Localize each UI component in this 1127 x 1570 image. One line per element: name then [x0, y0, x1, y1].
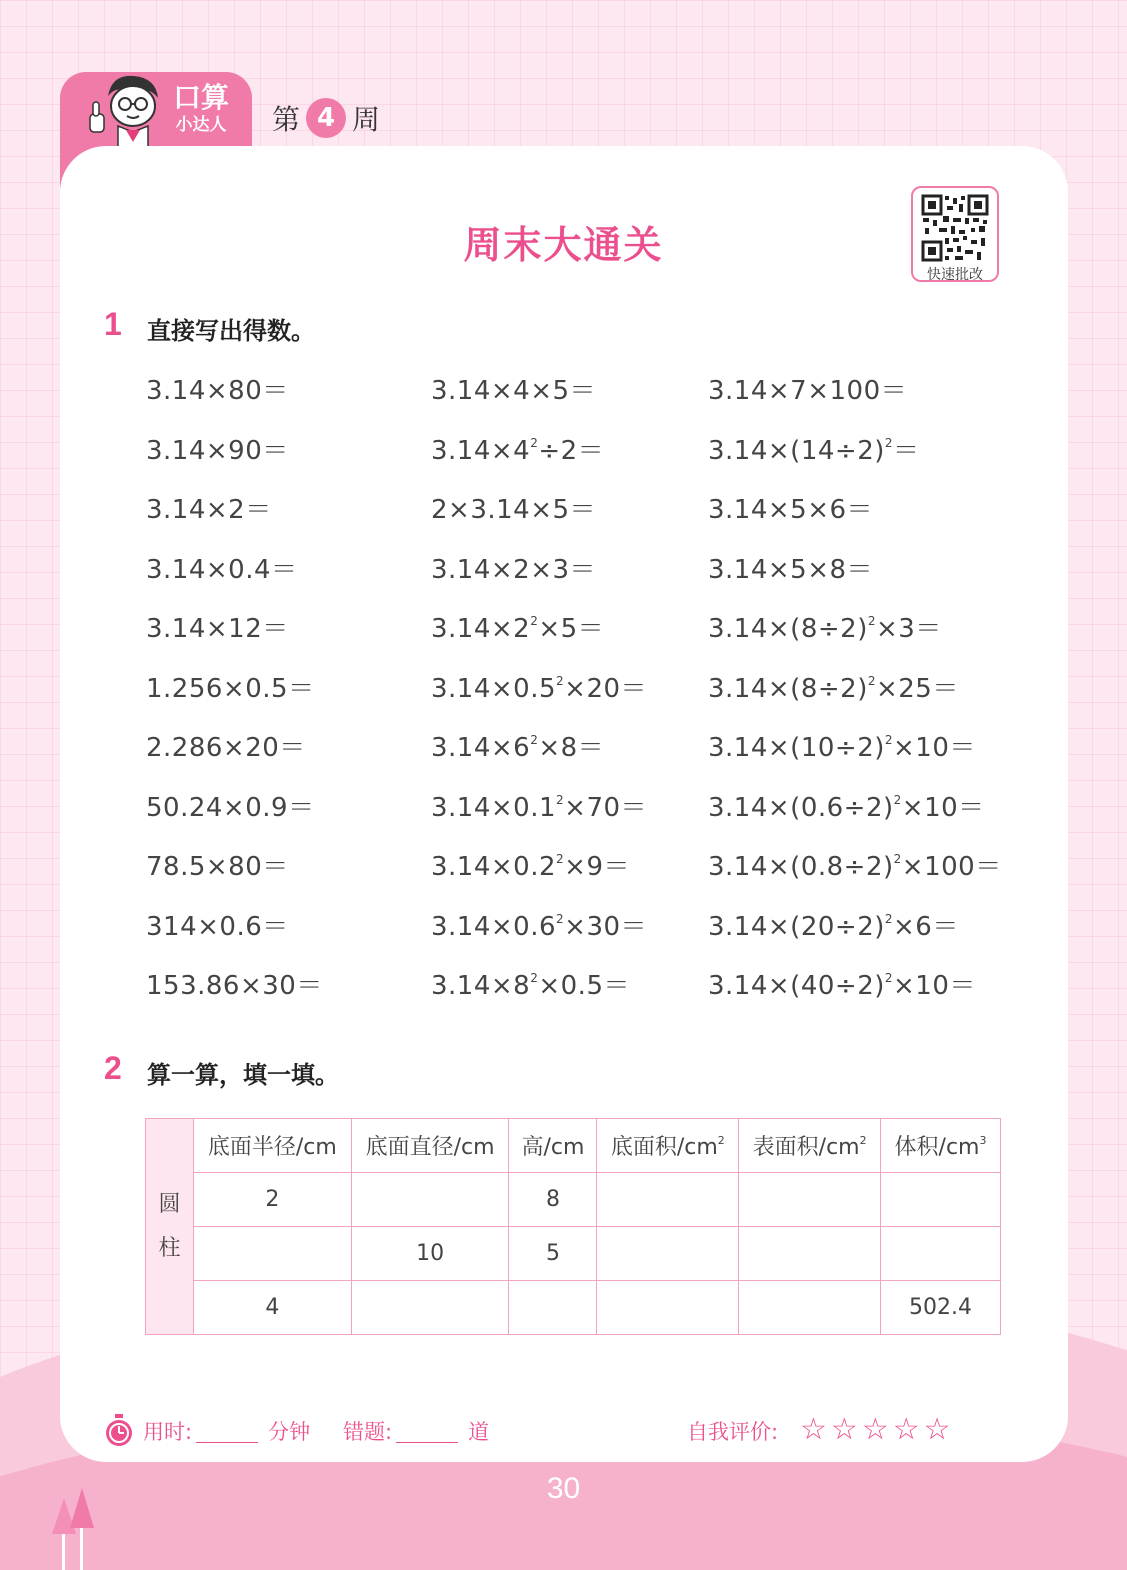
- star-icon[interactable]: ☆: [923, 1412, 951, 1447]
- problem-col2-3: 2×3.14×5＝: [431, 495, 597, 525]
- problem-col3-11: $3.14\times(40\div 2)^2\times 10=$: [708, 971, 976, 1001]
- qr-caption: 快速批改: [927, 267, 983, 283]
- errors-unit: 道: [468, 1420, 490, 1444]
- table-header-1: 底面半径/cm: [193, 1119, 351, 1173]
- table-cell-r1-c1: 2: [193, 1173, 351, 1227]
- table-cell-r1-c2[interactable]: [351, 1173, 509, 1227]
- problem-col1-10: 314×0.6＝: [146, 911, 289, 942]
- cylinder-table: [145, 1118, 1001, 1335]
- problem-col1-1: 3.14×80＝: [146, 376, 289, 406]
- table-cell-r1-c3: 8: [509, 1173, 597, 1227]
- time-spent: [143, 1416, 310, 1446]
- table-cell-r1-c5[interactable]: [739, 1173, 881, 1227]
- table-cell-r3-c3[interactable]: [509, 1281, 597, 1335]
- table-row: [146, 1173, 1001, 1227]
- problem-col1-5: 3.14×12＝: [146, 614, 289, 644]
- table-cell-r1-c4[interactable]: [597, 1173, 739, 1227]
- problem-col1-3: 3.14×2＝: [146, 495, 272, 525]
- table-header-3: 高/cm: [509, 1119, 597, 1173]
- week-suffix: 周: [352, 103, 381, 136]
- tab-label: [168, 82, 234, 136]
- problem-col3-7: $3.14\times(10\div 2)^2\times 10=$: [708, 733, 976, 763]
- section-1-number: 1: [104, 306, 122, 342]
- section-2-number: 2: [104, 1050, 122, 1086]
- page-number: 30: [546, 1472, 581, 1505]
- problem-col1-8: 50.24×0.9＝: [146, 792, 315, 823]
- kid-mascot-icon: [82, 72, 168, 150]
- side-label-1: 圆: [158, 1191, 181, 1217]
- table-cell-r3-c1: 4: [193, 1281, 351, 1335]
- table-row: [146, 1227, 1001, 1281]
- problem-col2-5: $3.14\times 2^2\times 5=$: [431, 614, 605, 644]
- rating-stars: [800, 1412, 951, 1448]
- problem-col2-10: $3.14\times 0.6^2\times 30=$: [431, 911, 648, 942]
- star-icon[interactable]: ☆: [800, 1412, 827, 1447]
- table-header-row: [146, 1119, 1001, 1173]
- week-indicator: [272, 96, 380, 140]
- page-title: 周末大通关: [463, 223, 664, 267]
- table-row: [146, 1281, 1001, 1335]
- problem-col2-11: $3.14\times 8^2\times 0.5=$: [431, 971, 630, 1001]
- problem-col1-6: 1.256×0.5＝: [146, 673, 315, 704]
- errors-count: [343, 1416, 489, 1446]
- tab-subtitle: 小达人: [175, 115, 227, 135]
- problem-col2-4: 3.14×2×3＝: [431, 554, 597, 585]
- problem-col3-8: $3.14\times(0.6\div 2)^2\times 10=$: [708, 792, 985, 823]
- table-cell-r3-c5[interactable]: [739, 1281, 881, 1335]
- table-cell-r2-c6[interactable]: [881, 1227, 1001, 1281]
- time-blank[interactable]: [196, 1421, 258, 1443]
- table-cell-r1-c6[interactable]: [881, 1173, 1001, 1227]
- problem-col2-9: $3.14\times 0.2^2\times 9=$: [431, 852, 630, 882]
- problem-col1-2: 3.14×90＝: [146, 435, 289, 466]
- table-cell-r2-c2: 10: [351, 1227, 509, 1281]
- table-cell-r2-c1[interactable]: [193, 1227, 351, 1281]
- problem-col1-4: 3.14×0.4＝: [146, 554, 298, 585]
- table-cell-r3-c4[interactable]: [597, 1281, 739, 1335]
- problem-col3-3: 3.14×5×6＝: [708, 495, 874, 525]
- table-side-label: [146, 1119, 194, 1335]
- stopwatch-icon: [104, 1414, 134, 1448]
- week-prefix: 第: [272, 103, 301, 136]
- problem-col1-9: 78.5×80＝: [146, 852, 289, 882]
- table-header-5: 表面积$/cm^2$: [739, 1119, 881, 1173]
- table-cell-r2-c5[interactable]: [739, 1227, 881, 1281]
- section-1-instruction: 直接写出得数。: [147, 317, 315, 345]
- problem-col1-7: 2.286×20＝: [146, 733, 306, 763]
- self-eval-label: 自我评价:: [687, 1420, 779, 1444]
- problem-col3-1: 3.14×7×100＝: [708, 376, 908, 406]
- problem-col2-7: $3.14\times 6^2\times 8=$: [431, 733, 605, 763]
- problem-col3-5: $3.14\times(8\div 2)^2\times 3=$: [708, 614, 942, 644]
- tab-title: 口算: [172, 81, 229, 114]
- problem-col3-2: $3.14\times(14\div 2)^2=$: [708, 435, 920, 466]
- errors-blank[interactable]: [396, 1421, 458, 1443]
- problem-col2-6: $3.14\times 0.5^2\times 20=$: [431, 673, 648, 704]
- time-label: 用时:: [143, 1420, 193, 1444]
- table-header-4: 底面积$/cm^2$: [597, 1119, 739, 1173]
- problem-col2-1: 3.14×4×5＝: [431, 376, 597, 406]
- qr-code[interactable]: [911, 186, 999, 282]
- table-cell-r2-c4[interactable]: [597, 1227, 739, 1281]
- problem-col3-10: $3.14\times(20\div 2)^2\times 6=$: [708, 911, 959, 942]
- problem-col3-4: 3.14×5×8＝: [708, 554, 874, 585]
- week-number-badge: 4: [306, 98, 346, 138]
- table-cell-r3-c2[interactable]: [351, 1281, 509, 1335]
- problem-col3-6: $3.14\times(8\div 2)^2\times 25=$: [708, 673, 959, 704]
- qr-code-icon: [921, 194, 989, 262]
- star-icon[interactable]: ☆: [892, 1412, 920, 1447]
- problem-col1-11: 153.86×30＝: [146, 971, 323, 1001]
- problem-col2-8: $3.14\times 0.1^2\times 70=$: [431, 792, 648, 823]
- side-label-2: 柱: [158, 1235, 181, 1261]
- table-cell-r3-c6: 502.4: [881, 1281, 1001, 1335]
- errors-label: 错题:: [343, 1420, 393, 1444]
- problem-col3-9: $3.14\times(0.8\div 2)^2\times 100=$: [708, 852, 1002, 882]
- time-unit: 分钟: [268, 1420, 311, 1444]
- section-2-instruction: 算一算，填一填。: [147, 1061, 339, 1089]
- star-icon[interactable]: ☆: [830, 1412, 858, 1447]
- table-header-6: 体积$/cm^3$: [881, 1119, 1001, 1173]
- problem-col2-2: $3.14\times 4^2\div 2=$: [431, 435, 605, 466]
- table-header-2: 底面直径/cm: [351, 1119, 509, 1173]
- star-icon[interactable]: ☆: [861, 1412, 889, 1447]
- table-cell-r2-c3: 5: [509, 1227, 597, 1281]
